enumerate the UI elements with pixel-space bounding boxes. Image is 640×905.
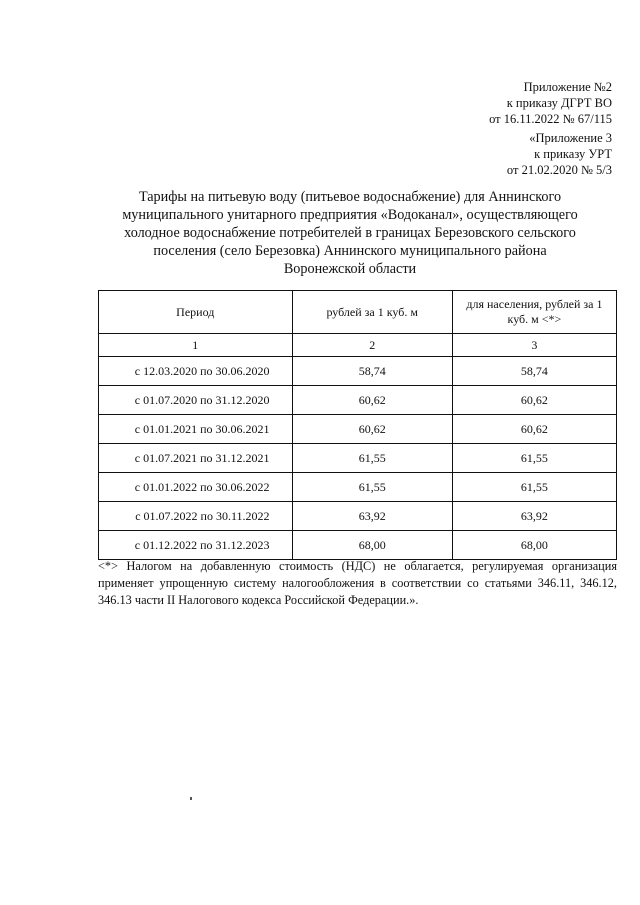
title-line5: Воронежской области [283, 261, 417, 277]
table-row [99, 444, 617, 473]
table-row [99, 531, 617, 560]
appendix-current-line3: от 16.11.2022 № 67/115 [489, 112, 612, 126]
tariff-cell: 61,55 [292, 473, 452, 502]
document-title [70, 188, 630, 278]
appendix-current-line2: к приказу ДГРТ ВО [506, 96, 612, 110]
period-cell: с 01.07.2022 по 30.11.2022 [99, 502, 293, 531]
appendix-original-line3: от 21.02.2020 № 5/3 [506, 163, 612, 177]
population-tariff-cell: 58,74 [452, 357, 616, 386]
population-tariff-cell: 61,55 [452, 444, 616, 473]
column-number-2: 2 [292, 334, 452, 357]
table-row [99, 415, 617, 444]
population-tariff-cell: 60,62 [452, 415, 616, 444]
appendix-current-line1: Приложение №2 [523, 80, 612, 94]
table-header-row [99, 291, 617, 334]
title-line4: поселения (село Березовка) Аннинского муниципального района [153, 243, 547, 259]
scan-speck [190, 797, 192, 800]
header-population-rub-per-m3: для населения, рублей за 1 куб. м <*> [452, 291, 616, 334]
tariff-cell: 63,92 [292, 502, 452, 531]
period-cell: с 01.07.2020 по 31.12.2020 [99, 386, 293, 415]
period-cell: с 12.03.2020 по 30.06.2020 [99, 357, 293, 386]
appendix-original-reference [507, 130, 612, 178]
population-tariff-cell: 63,92 [452, 502, 616, 531]
table-row [99, 386, 617, 415]
vat-footnote: <*> Налогом на добавленную стоимость (НДС) не облагается, регулируемая организация применяет упрощенную систему налогообложения в соответствии со статьями 346.11, 346.12, 346.13 части II Налогового кодекса Российской Федерации.». [98, 559, 617, 607]
tariff-cell: 61,55 [292, 444, 452, 473]
column-number-3: 3 [452, 334, 616, 357]
title-line3: холодное водоснабжение потребителей в границах Березовского сельского [124, 225, 576, 241]
period-cell: с 01.01.2021 по 30.06.2021 [99, 415, 293, 444]
column-number-1: 1 [99, 334, 293, 357]
appendix-original-line1: «Приложение 3 [529, 131, 612, 145]
population-tariff-cell: 61,55 [452, 473, 616, 502]
appendix-current-reference [489, 79, 612, 127]
table-row [99, 473, 617, 502]
population-tariff-cell: 68,00 [452, 531, 616, 560]
appendix-original-line2: к приказу УРТ [534, 147, 612, 161]
title-line2: муниципального унитарного предприятия «Водоканал», осуществляющего [122, 207, 578, 223]
table-row [99, 357, 617, 386]
tariff-cell: 60,62 [292, 415, 452, 444]
population-tariff-cell: 60,62 [452, 386, 616, 415]
period-cell: с 01.01.2022 по 30.06.2022 [99, 473, 293, 502]
period-cell: с 01.07.2021 по 31.12.2021 [99, 444, 293, 473]
table-column-number-row [99, 334, 617, 357]
tariff-cell: 58,74 [292, 357, 452, 386]
tariff-cell: 60,62 [292, 386, 452, 415]
header-period: Период [99, 291, 293, 334]
period-cell: с 01.12.2022 по 31.12.2023 [99, 531, 293, 560]
title-line1: Тарифы на питьевую воду (питьевое водоснабжение) для Аннинского [138, 189, 562, 205]
table-row [99, 502, 617, 531]
tariff-table [98, 290, 617, 560]
tariff-cell: 68,00 [292, 531, 452, 560]
header-rub-per-m3: рублей за 1 куб. м [292, 291, 452, 334]
